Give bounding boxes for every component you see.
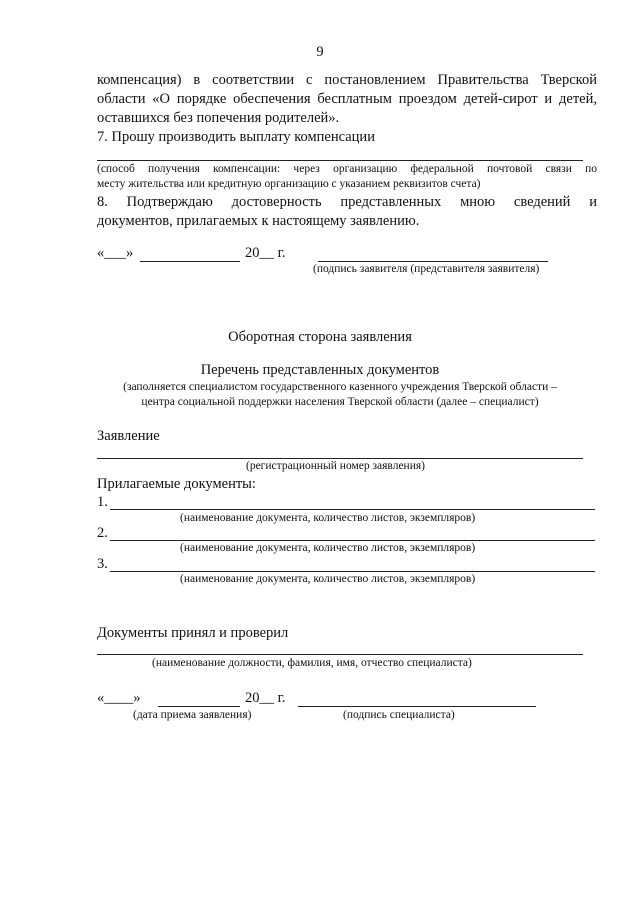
reverse-side-title: Оборотная сторона заявления [228, 329, 412, 345]
payment-method-note [97, 162, 597, 192]
registration-caption: (регистрационный номер заявления) [246, 460, 425, 472]
paragraph-line: области «О порядке обеспечения бесплатным проездом детей-сирот и детей, [97, 91, 597, 107]
specialist-signature-caption: (подпись специалиста) [343, 709, 455, 721]
document-1-number: 1. [97, 494, 108, 510]
note-line: месту жительства или кредитную организацию с указанием реквизитов счета) [97, 178, 481, 190]
document-3-number: 3. [97, 556, 108, 572]
note-line: (способ получения компенсации: через организацию федеральной почтовой связи по [97, 163, 597, 175]
document-1-line [110, 509, 595, 510]
paragraph-compensation [97, 71, 597, 147]
item-8-line: 8. Подтверждаю достоверность представленных мною сведений и [97, 194, 597, 210]
applicant-date-day: «___» [97, 245, 134, 261]
document-3-caption: (наименование документа, количество листов, экземпляров) [180, 573, 476, 585]
document-2-number: 2. [97, 525, 108, 541]
note-line: (заполняется специалистом государственного казенного учреждения Тверской области – [123, 381, 557, 393]
specialist-caption: (наименование должности, фамилия, имя, отчество специалиста) [152, 657, 472, 669]
paragraph-line: оставшихся без попечения родителей». [97, 110, 340, 126]
paragraph-line: компенсация) в соответствии с постановлением Правительства Тверской [97, 72, 597, 88]
note-line: центра социальной поддержки населения Тверской области (далее – специалист) [141, 396, 539, 408]
document-2-caption: (наименование документа, количество листов, экземпляров) [180, 542, 476, 554]
acceptance-date-caption: (дата приема заявления) [133, 709, 252, 721]
item-7-text: 7. Прошу производить выплату компенсации [97, 129, 375, 145]
document-1-caption: (наименование документа, количество листов, экземпляров) [180, 512, 476, 524]
applicant-signature-line [318, 261, 548, 262]
item-8-text [97, 193, 597, 231]
applicant-date-month-line [140, 261, 240, 262]
acceptance-date-year: 20__ г. [245, 690, 286, 706]
payment-method-line [97, 160, 583, 161]
documents-list-title: Перечень представленных документов [200, 362, 440, 378]
attached-documents-label: Прилагаемые документы: [97, 476, 256, 492]
acceptance-date-month-line [158, 706, 240, 707]
page-number: 9 [316, 44, 324, 60]
applicant-date-year: 20__ г. [245, 245, 286, 261]
acceptance-date-day: «____» [97, 690, 141, 706]
document-3-line [110, 571, 595, 572]
accepted-label: Документы принял и проверил [97, 625, 289, 641]
item-8-line: документов, прилагаемых к настоящему заявлению. [97, 213, 420, 229]
documents-list-note [80, 380, 600, 410]
document-2-line [110, 540, 595, 541]
specialist-name-line [97, 654, 583, 655]
specialist-signature-line [298, 706, 536, 707]
applicant-signature-caption: (подпись заявителя (представителя заявителя) [313, 263, 540, 275]
registration-number-line [97, 458, 583, 459]
statement-label: Заявление [97, 428, 160, 444]
